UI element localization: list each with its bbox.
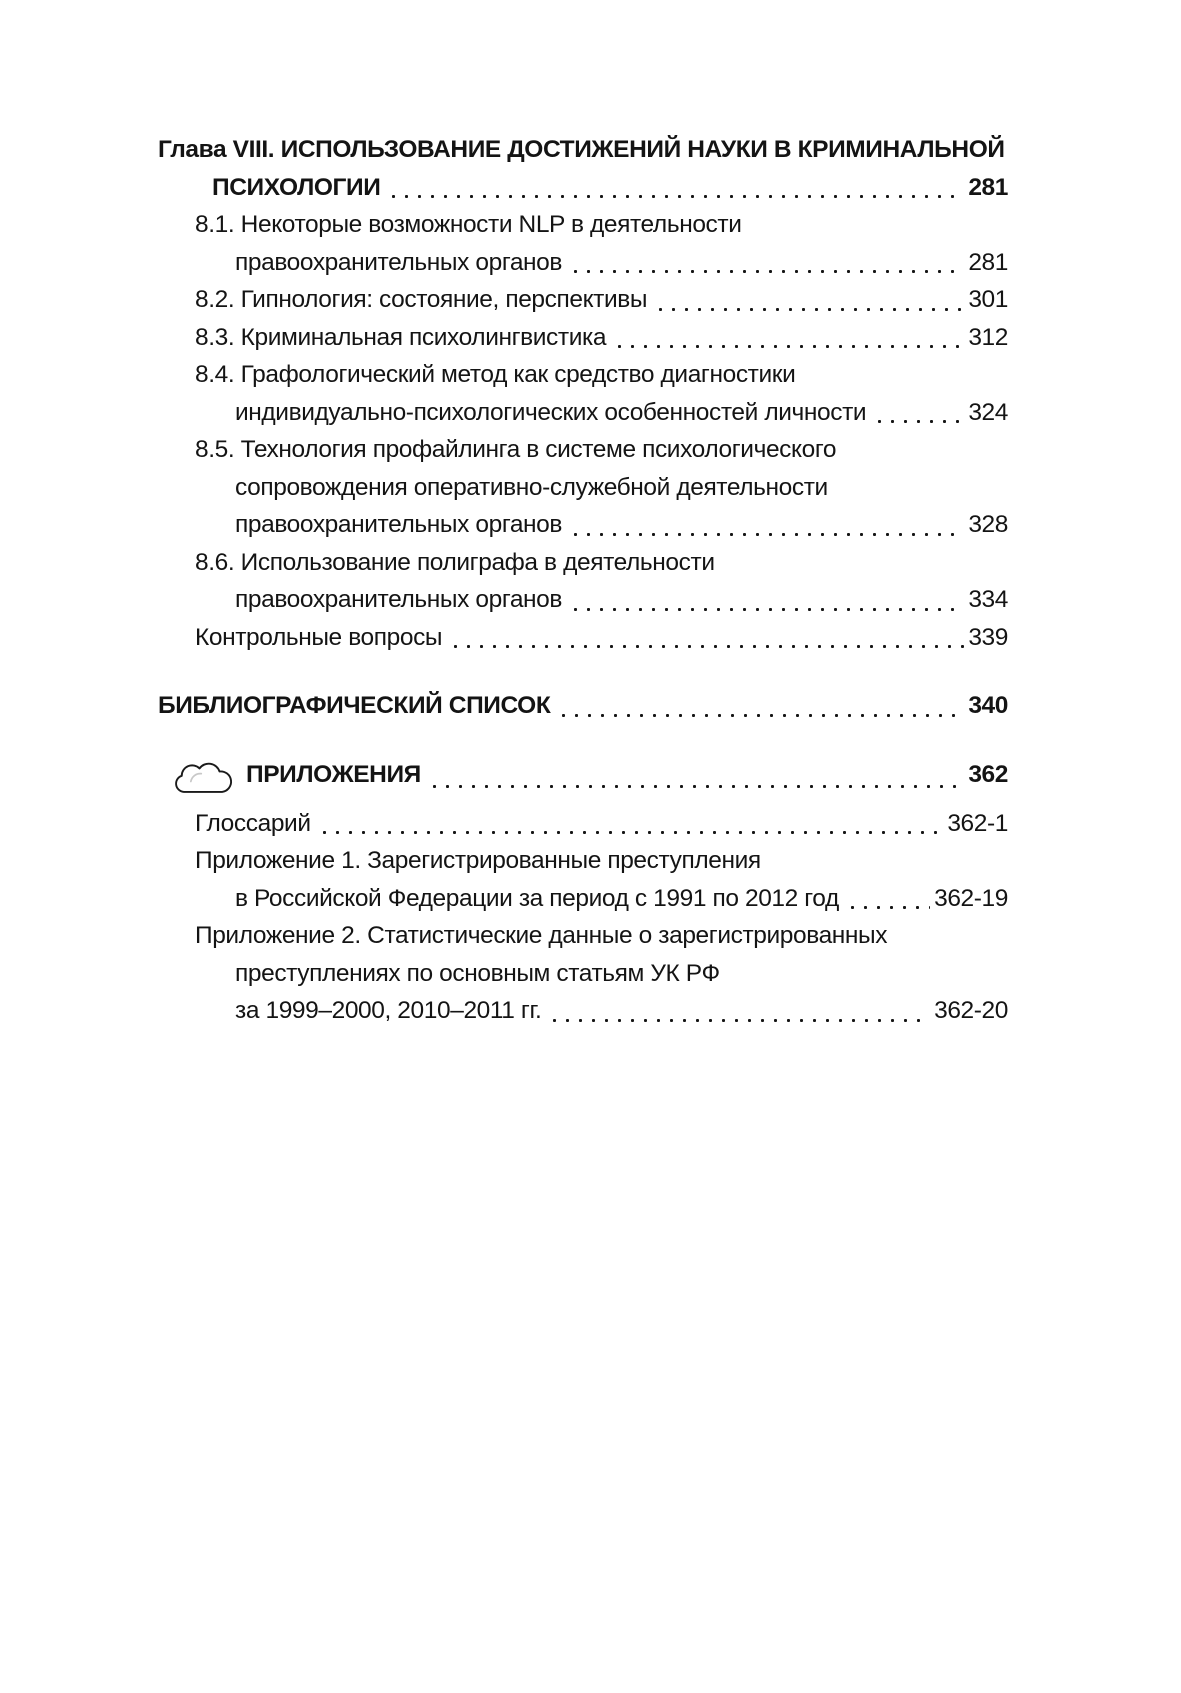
toc-entry-line bbox=[158, 206, 1008, 244]
toc-entry-text: правоохранительных органов bbox=[235, 248, 563, 276]
chapter-heading-line bbox=[158, 169, 1008, 207]
toc-entry-text: Приложение 2. Статистические данные о зарегистрированных bbox=[195, 922, 888, 949]
chapter-heading-text: ПСИХОЛОГИИ bbox=[212, 173, 381, 201]
toc-entry-text: Глоссарий bbox=[195, 809, 311, 837]
page-number: 362-20 bbox=[934, 997, 1008, 1024]
dot-leader bbox=[387, 195, 964, 198]
table-of-contents bbox=[158, 131, 1008, 1030]
page-number: 339 bbox=[968, 623, 1008, 651]
dot-leader bbox=[428, 785, 964, 788]
toc-entry-text: Контрольные вопросы bbox=[195, 623, 443, 651]
page-number: 281 bbox=[968, 248, 1008, 276]
page-number: 301 bbox=[968, 286, 1008, 313]
dot-leader bbox=[557, 714, 964, 717]
dot-leader bbox=[548, 1019, 930, 1022]
toc-entry-text: сопровождения оперативно-служебной деятельности bbox=[235, 473, 828, 501]
toc-entry-line bbox=[158, 992, 1008, 1030]
toc-entry-text: 8.6. Использование полиграфа в деятельности bbox=[195, 548, 715, 576]
dot-leader bbox=[569, 533, 964, 536]
toc-entry-text: 8.4. Графологический метод как средство диагностики bbox=[195, 361, 796, 388]
toc-entry-text: Приложение 1. Зарегистрированные преступления bbox=[195, 847, 761, 874]
toc-entry-line bbox=[158, 356, 1008, 394]
chapter-heading-line bbox=[158, 131, 1008, 169]
toc-entry-line bbox=[158, 281, 1008, 319]
page-number: 362-19 bbox=[934, 884, 1008, 912]
toc-entry-text: преступлениях по основным статьям УК РФ bbox=[235, 959, 720, 987]
toc-entry-line bbox=[158, 581, 1008, 619]
page-number: 324 bbox=[968, 398, 1008, 426]
toc-entry-line bbox=[158, 880, 1008, 918]
page-number: 328 bbox=[968, 511, 1008, 538]
toc-entry-text: 8.3. Криминальная психолингвистика bbox=[195, 323, 607, 351]
toc-entry-line bbox=[158, 955, 1008, 993]
toc-entry-text: 8.5. Технология профайлинга в системе психологического bbox=[195, 436, 837, 463]
toc-entry-line bbox=[158, 244, 1008, 282]
toc-entry-line bbox=[158, 469, 1008, 507]
toc-entry-text: правоохранительных органов bbox=[235, 511, 563, 538]
toc-entry-line bbox=[158, 431, 1008, 469]
toc-entry-line bbox=[158, 506, 1008, 544]
toc-entry-text: за 1999–2000, 2010–2011 гг. bbox=[235, 997, 542, 1024]
dot-leader bbox=[873, 420, 964, 423]
appendices-entry bbox=[158, 756, 1008, 796]
toc-entry-text: 8.1. Некоторые возможности NLP в деятельности bbox=[195, 211, 742, 238]
bibliography-label: БИБЛИОГРАФИЧЕСКИЙ СПИСОК bbox=[158, 692, 551, 719]
appendices-label: ПРИЛОЖЕНИЯ bbox=[246, 760, 421, 788]
toc-entry-line bbox=[158, 842, 1008, 880]
page-number: 340 bbox=[968, 692, 1008, 719]
page-number: 362-1 bbox=[947, 809, 1008, 837]
chapter-heading-text: Глава VIII. ИСПОЛЬЗОВАНИЕ ДОСТИЖЕНИЙ НАУКИ В КРИМИНАЛЬНОЙ bbox=[158, 136, 1005, 163]
toc-entry-line bbox=[158, 544, 1008, 582]
toc-entry-line bbox=[158, 619, 1008, 657]
dot-leader bbox=[613, 345, 964, 348]
dot-leader bbox=[654, 308, 964, 311]
page-number: 362 bbox=[968, 760, 1008, 788]
dot-leader bbox=[318, 831, 944, 834]
toc-entry-text: правоохранительных органов bbox=[235, 586, 563, 613]
toc-entry-line bbox=[158, 394, 1008, 432]
toc-entry-line bbox=[158, 805, 1008, 843]
page-number: 312 bbox=[968, 323, 1008, 351]
page-number: 281 bbox=[968, 173, 1008, 201]
toc-entry-text: 8.2. Гипнология: состояние, перспективы bbox=[195, 286, 648, 313]
page-number: 334 bbox=[968, 586, 1008, 613]
bibliography-entry bbox=[158, 687, 1008, 725]
toc-entry-text: в Российской Федерации за период с 1991 по 2012 год bbox=[235, 884, 839, 912]
toc-entry-line bbox=[158, 917, 1008, 955]
dot-leader bbox=[846, 906, 930, 909]
toc-entry-line bbox=[158, 319, 1008, 357]
dot-leader bbox=[449, 645, 964, 648]
toc-entry-text: индивидуально-психологических особенностей личности bbox=[235, 398, 867, 426]
dot-leader bbox=[569, 270, 964, 273]
dot-leader bbox=[569, 608, 964, 611]
cloud-icon bbox=[170, 758, 236, 798]
